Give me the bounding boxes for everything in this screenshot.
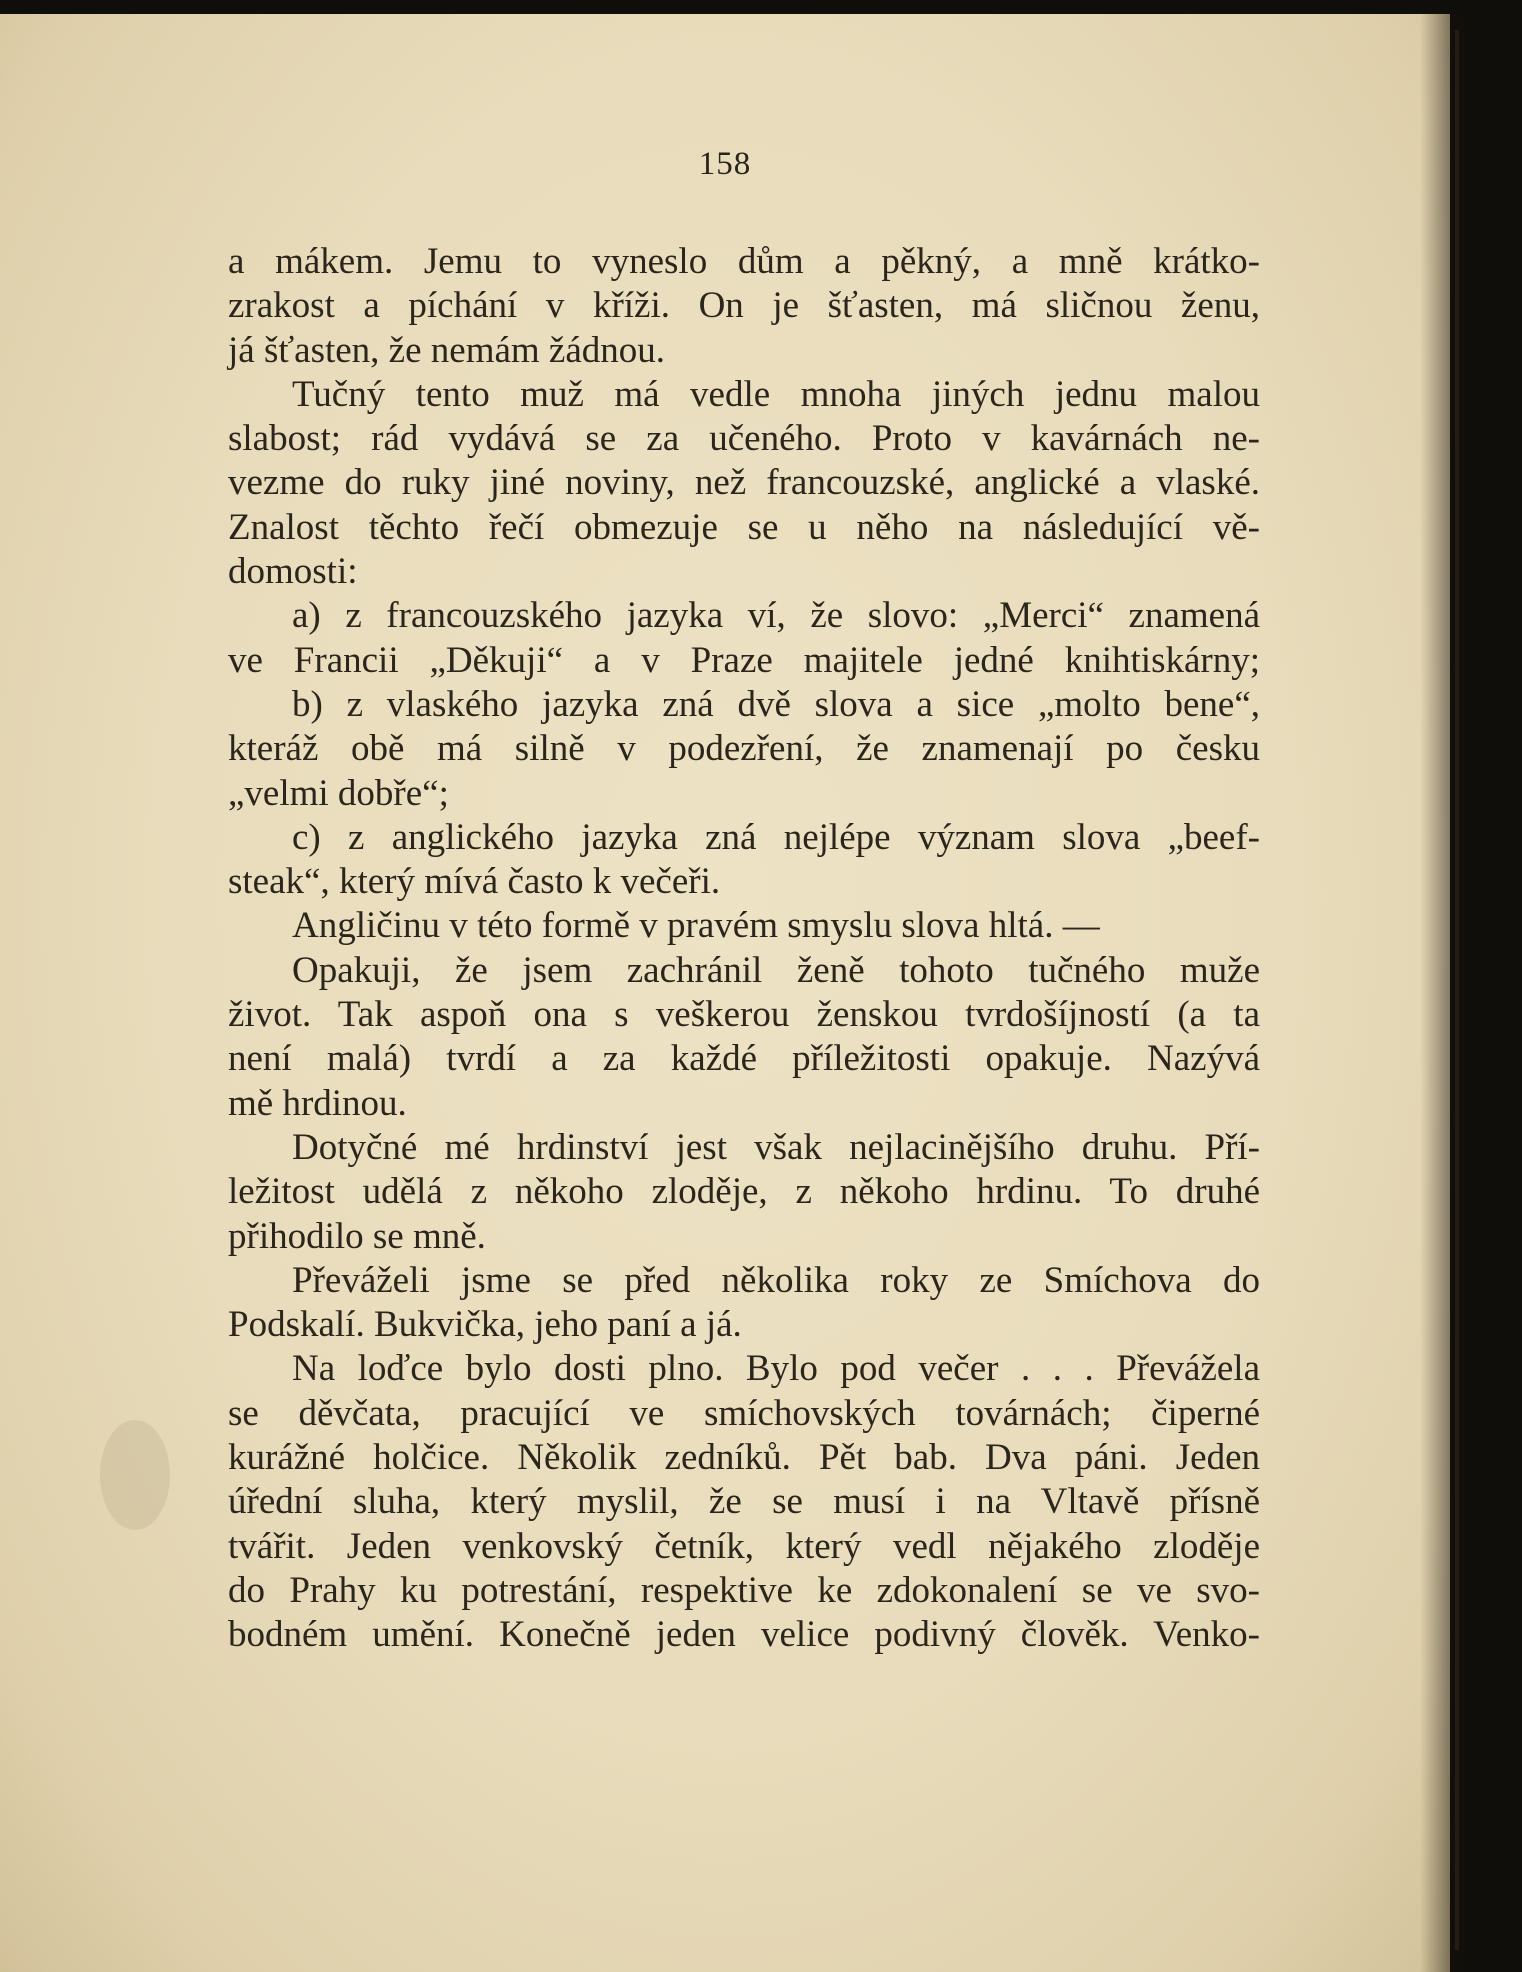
list-item-a: a) z francouzského jazyka ví, že slovo: „Merci“ znamená (292, 595, 1260, 637)
text-line: Opakuji, že jsem zachránil ženě tohoto tučného muže (292, 949, 1260, 991)
text-line: a mákem. Jemu to vyneslo dům a pěkný, a mně krátko- (228, 241, 1260, 282)
text-line: mě hrdinou. (228, 1082, 407, 1124)
text-line: já šťasten, že nemám žádnou. (228, 329, 666, 371)
text-line: život. Tak aspoň ona s veškerou ženskou tvrdošíjností (a ta (228, 994, 1260, 1036)
paper-stain (100, 1420, 170, 1530)
text-line: steak“, který mívá často k večeři. (228, 861, 721, 903)
text-line: se děvčata, pracující ve smíchovských továrnách; čiperné (228, 1392, 1260, 1434)
list-item-c: c) z anglického jazyka zná nejlépe význam slova „beef- (292, 816, 1260, 858)
text-line: zrakost a píchání v kříži. On je šťasten, má sličnou ženu, (228, 285, 1260, 327)
book-spine-shadow (1420, 14, 1480, 1972)
text-line: Tučný tento muž má vedle mnoha jiných jednu malou (292, 373, 1260, 415)
text-line: domosti: (228, 551, 358, 593)
text-line: přihodilo se mně. (228, 1215, 486, 1257)
text-line: kteráž obě má silně v podezření, že znamenají po česku (228, 728, 1260, 770)
text-line: není malá) tvrdí a za každé příležitosti opakuje. Nazývá (228, 1038, 1260, 1080)
list-item-b: b) z vlaského jazyka zná dvě slova a sice „molto bene“, (292, 683, 1260, 725)
text-line: ve Francii „Děkuji“ a v Praze majitele jedné knihtiskárny; (228, 639, 1260, 681)
text-line: kurážné holčice. Několik zedníků. Pět bab. Dva páni. Jeden (228, 1437, 1260, 1479)
text-line: tvářit. Jeden venkovský četník, který vedl nějakého zloděje (228, 1525, 1260, 1567)
text-line: Dotyčné mé hrdinství jest však nejlacinějšího druhu. Pří- (292, 1126, 1260, 1168)
text-line: úřední sluha, který myslil, že se musí i na Vltavě přísně (228, 1481, 1260, 1523)
text-line: Převáželi jsme se před několika roky ze Smíchova do (292, 1259, 1260, 1301)
text-line: Na loďce bylo dosti plno. Bylo pod večer . . . Převážela (292, 1348, 1260, 1390)
text-line: do Prahy ku potrestání, respektive ke zdokonalení se ve svo- (228, 1569, 1260, 1611)
page-number: 158 (698, 146, 752, 182)
text-line: slabost; rád vydává se za učeného. Proto v kavárnách ne- (228, 418, 1260, 460)
book-spine-edge (1455, 30, 1459, 1950)
text-line: ležitost udělá z někoho zloděje, z někoho hrdinu. To druhé (228, 1171, 1260, 1213)
text-line: Znalost těchto řečí obmezuje se u něho na následující vě- (228, 506, 1260, 548)
text-line: Podskalí. Bukvička, jeho paní a já. (228, 1304, 742, 1346)
body-text (228, 240, 1260, 1658)
text-line: Angličinu v této formě v pravém smyslu slova hltá. — (292, 905, 1100, 947)
text-line: vezme do ruky jiné noviny, než francouzské, anglické a vlaské. (228, 462, 1260, 504)
text-line: bodném umění. Konečně jeden velice podivný člověk. Venko- (228, 1614, 1260, 1656)
text-line: „velmi dobře“; (228, 772, 449, 814)
